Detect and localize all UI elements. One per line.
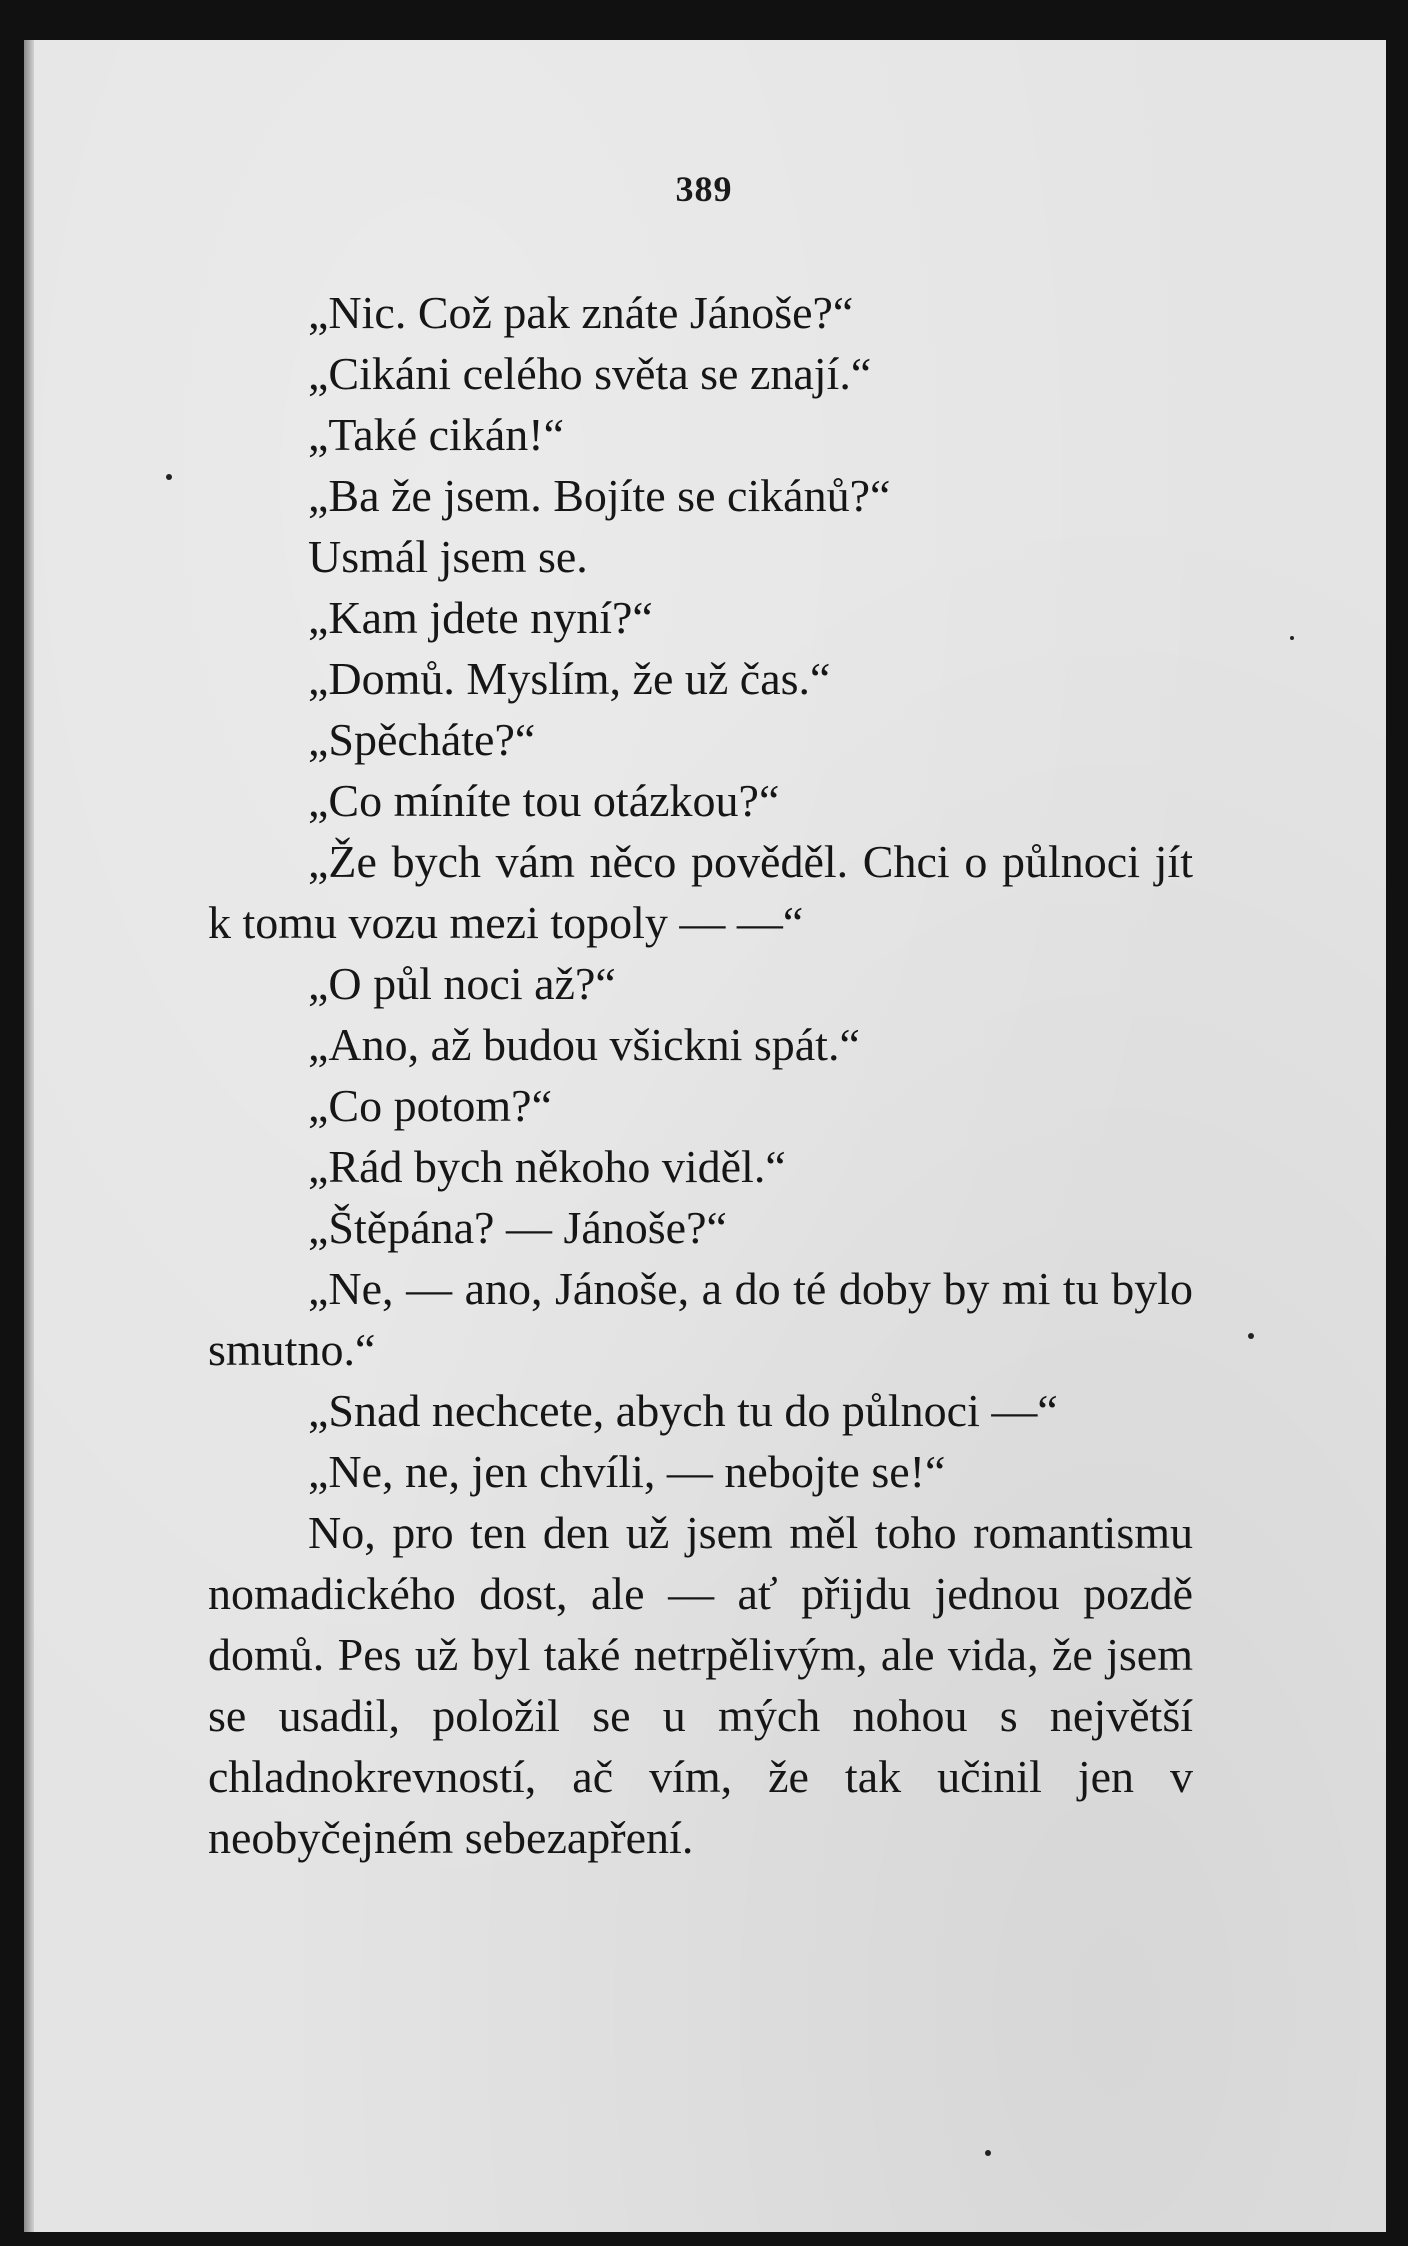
- dialogue-line: „Nic. Což pak znáte Jánoše?“: [308, 287, 854, 338]
- dialogue-line: „O půl noci až?“: [308, 958, 616, 1009]
- dialogue-line: „Rád bych někoho viděl.“: [308, 1141, 786, 1192]
- dialogue-paragraph: „Ne, — ano, Jánoše, a do té doby by mi tu bylo smutno.“: [208, 1263, 1193, 1375]
- dialogue-line: „Štěpána? — Jánoše?“: [308, 1202, 727, 1253]
- dialogue-paragraph: „Že bych vám něco pověděl. Chci o půlnoci jít k tomu vozu mezi topoly — —“: [208, 836, 1193, 948]
- page-number: 389: [675, 169, 733, 209]
- dialogue-line: „Co potom?“: [308, 1080, 552, 1131]
- dialogue-line: „Cikáni celého světa se znají.“: [308, 348, 872, 399]
- dialogue-line: „Spěcháte?“: [308, 714, 536, 765]
- dialogue-line: „Ne, ne, jen chvíli, — nebojte se!“: [308, 1446, 946, 1497]
- dialogue-line: „Co míníte tou otázkou?“: [308, 775, 780, 826]
- dialogue-line: „Snad nechcete, abych tu do půlnoci —“: [308, 1385, 1058, 1436]
- ink-speck: [1290, 636, 1294, 640]
- narration-paragraph: No, pro ten den už jsem měl toho romantismu nomadického dost, ale — ať přijdu jednou pozdě domů. Pes už byl také netrpělivým, ale vida, že jsem se usadil, položil se u mých nohou s největší chladnokrevností, ač vím, že tak učinil jen v neobyčejném sebezapření.: [208, 1507, 1193, 1863]
- dialogue-line: „Ba že jsem. Bojíte se cikánů?“: [308, 470, 891, 521]
- page-body-text: [208, 282, 1193, 1868]
- dialogue-line: „Také cikán!“: [308, 409, 564, 460]
- narration-line: Usmál jsem se.: [308, 531, 588, 582]
- ink-speck: [1248, 1333, 1254, 1339]
- ink-speck: [985, 2150, 991, 2156]
- dialogue-line: „Kam jdete nyní?“: [308, 592, 653, 643]
- dialogue-line: „Ano, až budou všickni spát.“: [308, 1019, 860, 1070]
- page-edge-shadow: [24, 40, 34, 2232]
- dialogue-line: „Domů. Myslím, že už čas.“: [308, 653, 831, 704]
- ink-speck: [166, 474, 172, 480]
